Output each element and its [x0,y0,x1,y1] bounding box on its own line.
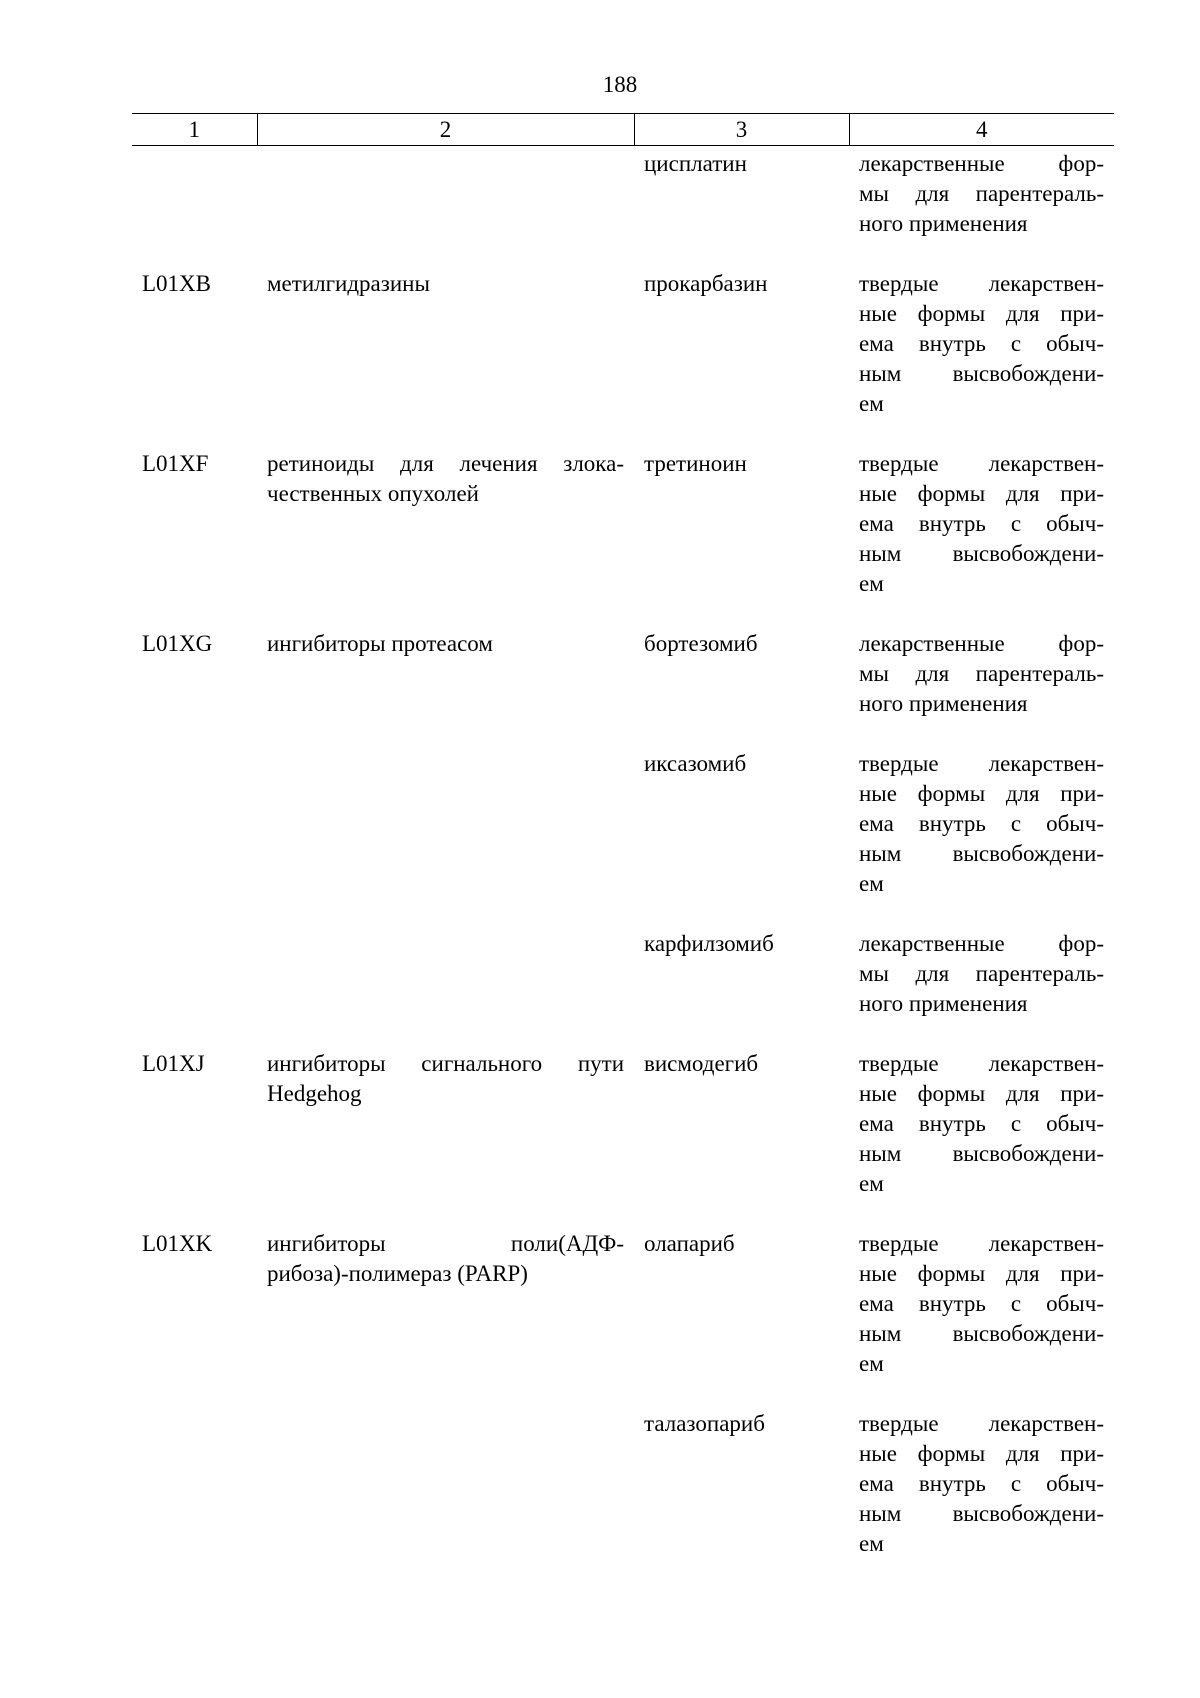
header-col-4: 4 [849,114,1114,146]
dosage-form-line: твердые лекарствен- [859,451,1104,476]
dosage-form-line: ем [859,391,884,416]
dosage-form-line: ем [859,871,884,896]
table-row [132,1229,1114,1409]
group-line: метилгидразины [267,271,430,296]
atc-code: L01XF [142,451,209,476]
table-row [132,269,1114,449]
dosage-form [849,1049,1114,1229]
drug-name: висмодегиб [644,1051,759,1076]
header-row [132,114,1114,146]
group-line: ингибиторы сигнального пути [267,1051,624,1076]
dosage-form-line: ного применения [859,691,1028,716]
dosage-form-line: ема внутрь с обыч- [859,331,1104,356]
dosage-form [849,929,1114,1049]
dosage-form-line: мы для парентераль- [859,961,1104,986]
dosage-form-line: ема внутрь с обыч- [859,811,1104,836]
drug-name: бортезомиб [644,631,758,656]
dosage-form [849,629,1114,749]
pharmacological-group [257,929,634,1049]
dosage-form [849,269,1114,449]
dosage-form-line: твердые лекарствен- [859,1231,1104,1256]
group-line: ингибиторы поли(АДФ- [267,1231,624,1256]
group-line: рибоза)-полимераз (PARP) [267,1261,528,1286]
atc-code: L01XJ [142,1051,205,1076]
pharmacological-group [257,1409,634,1589]
atc-code: L01XB [142,271,211,296]
atc-code: L01XK [142,1231,213,1256]
drug-name: прокарбазин [644,271,768,296]
dosage-form-line: ные формы для при- [859,1081,1104,1106]
pharmacological-group [257,629,634,749]
dosage-form-line: мы для парентераль- [859,181,1104,206]
drug-name: цисплатин [644,151,747,176]
table-row [132,449,1114,629]
dosage-form-line: ем [859,1171,884,1196]
dosage-form-line: ные формы для при- [859,1261,1104,1286]
dosage-form-line: ные формы для при- [859,301,1104,326]
header-col-2: 2 [257,114,634,146]
table-row [132,1049,1114,1229]
atc-code [132,749,257,929]
dosage-form-line: ема внутрь с обыч- [859,1471,1104,1496]
header-col-3: 3 [634,114,849,146]
dosage-form [849,1229,1114,1409]
dosage-form-line: твердые лекарствен- [859,751,1104,776]
drug-table [132,113,1114,1589]
dosage-form-line: лекарственные фор- [859,151,1104,176]
dosage-form-line: ем [859,1531,884,1556]
atc-code [132,929,257,1049]
dosage-form-line: ным высвобождени- [859,1501,1104,1526]
group-line: ингибиторы протеасом [267,631,493,656]
dosage-form [849,449,1114,629]
pharmacological-group [257,1049,634,1229]
atc-code [132,1409,257,1589]
dosage-form-line: ного применения [859,211,1028,236]
group-line: чественных опухолей [267,481,479,506]
dosage-form-line: твердые лекарствен- [859,1411,1104,1436]
drug-name: иксазомиб [644,751,747,776]
atc-code: L01XG [142,631,213,656]
dosage-form-line: лекарственные фор- [859,931,1104,956]
drug-name: карфилзомиб [644,931,774,956]
header-col-1: 1 [132,114,257,146]
table-body [132,146,1114,1590]
atc-code [132,146,257,270]
dosage-form-line: твердые лекарствен- [859,1051,1104,1076]
dosage-form-line: ема внутрь с обыч- [859,1111,1104,1136]
dosage-form [849,749,1114,929]
page-number: 188 [602,72,638,97]
dosage-form-line: ного применения [859,991,1028,1016]
dosage-form-line: ем [859,571,884,596]
group-line: ретиноиды для лечения злока- [267,451,624,476]
drug-name: талазопариб [644,1411,765,1436]
dosage-form-line: ным высвобождени- [859,361,1104,386]
pharmacological-group [257,749,634,929]
dosage-form-line: ным высвобождени- [859,1321,1104,1346]
dosage-form-line: ема внутрь с обыч- [859,1291,1104,1316]
dosage-form [849,1409,1114,1589]
dosage-form [849,146,1114,270]
group-line: Hedgehog [267,1081,362,1106]
dosage-form-line: ема внутрь с обыч- [859,511,1104,536]
dosage-form-line: лекарственные фор- [859,631,1104,656]
pharmacological-group [257,1229,634,1409]
drug-name: третиноин [644,451,747,476]
dosage-form-line: ем [859,1351,884,1376]
dosage-form-line: ные формы для при- [859,1441,1104,1466]
pharmacological-group [257,269,634,449]
table-row [132,629,1114,749]
table-header [132,114,1114,146]
dosage-form-line: ным высвобождени- [859,1141,1104,1166]
dosage-form-line: мы для парентераль- [859,661,1104,686]
dosage-form-line: ные формы для при- [859,481,1104,506]
dosage-form-line: ным высвобождени- [859,541,1104,566]
table-row [132,146,1114,270]
pharmacological-group [257,146,634,270]
table-row [132,749,1114,929]
dosage-form-line: ные формы для при- [859,781,1104,806]
table-row [132,1409,1114,1589]
drug-name: олапариб [644,1231,735,1256]
dosage-form-line: твердые лекарствен- [859,271,1104,296]
pharmacological-group [257,449,634,629]
dosage-form-line: ным высвобождени- [859,841,1104,866]
table-row [132,929,1114,1049]
